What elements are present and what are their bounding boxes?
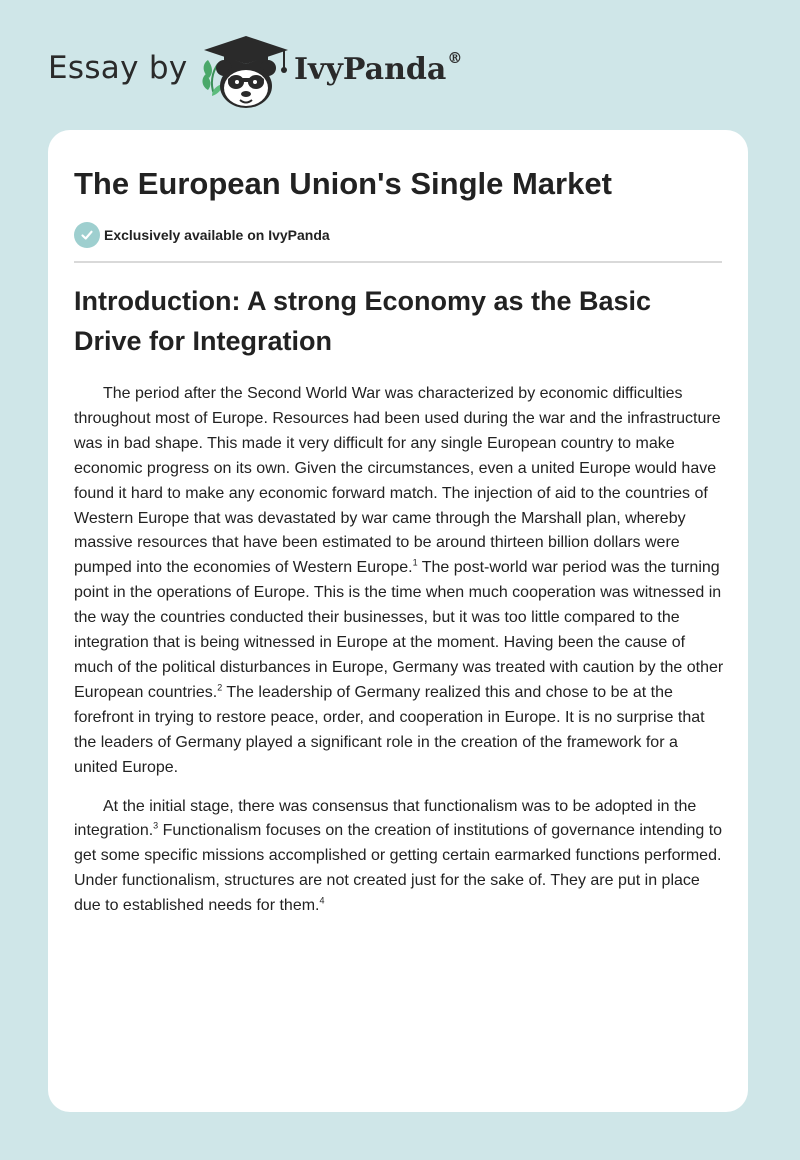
site-header bbox=[0, 0, 800, 130]
panda-logo-icon[interactable] bbox=[200, 34, 292, 110]
exclusive-badge-label: Exclusively available on IvyPanda bbox=[104, 227, 330, 243]
paragraph-text: At the initial stage, there was consensus that functionalism was to be adopted in the integration. bbox=[74, 797, 697, 840]
brand-name-text: IvyPanda bbox=[294, 52, 447, 87]
footnote-ref-2[interactable]: 2 bbox=[217, 682, 223, 693]
panda-face-icon bbox=[216, 60, 276, 108]
paragraph-text: The period after the Second World War was characterized by economic difficulties throughout most of Europe. Resources had been used during the war and the infrastructure was in bad shape. This made it very difficult for any single European country to make economic progress on its own. Given the circumstances, even a united Europe would have found it hard to make any economic forward match. The injection of aid to the countries of Western Europe that was devastated by war came through the Marshall plan, whereby massive resources that have been estimated to be around thirteen billion dollars were pumped into the economies of Western Europe. bbox=[74, 385, 721, 577]
check-circle-icon bbox=[74, 222, 100, 248]
essay-card bbox=[48, 130, 748, 1112]
paragraph-1 bbox=[74, 382, 724, 781]
page-title: The European Union's Single Market bbox=[74, 166, 612, 201]
section-heading: Introduction: A strong Economy as the Basic Drive for Integration bbox=[74, 286, 652, 356]
footnote-ref-3[interactable]: 3 bbox=[153, 821, 159, 832]
footnote-ref-4[interactable]: 4 bbox=[319, 895, 325, 906]
footnote-ref-1[interactable]: 1 bbox=[412, 558, 418, 569]
brand-prefix: Essay by bbox=[48, 50, 188, 86]
registered-mark: ® bbox=[447, 49, 463, 67]
paragraph-text: The leadership of Germany realized this and chose to be at the forefront in trying to restore peace, order, and cooperation in Europe. It is no surprise that the leaders of Germany played a significant role in the creation of the framework for a united Europe. bbox=[74, 683, 705, 776]
paragraph-text: The post-world war period was the turning point in the operations of Europe. This is the time when much cooperation was witnessed in the way the countries conducted their businesses, but it was too little compared to the integration that is being witnessed in Europe at the moment. Having been the cause of much of the political disturbances in Europe, Germany was treated with caution by the other European countries. bbox=[74, 559, 724, 701]
paragraph-text: Functionalism focuses on the creation of institutions of governance intending to get some specific missions accomplished or getting certain earmarked functions performed. Under functionalism, structures are not created just for the sake of. They are put in place due to established needs for them. bbox=[74, 822, 723, 915]
divider bbox=[74, 261, 722, 263]
exclusive-badge bbox=[74, 222, 330, 248]
brand-name[interactable] bbox=[294, 49, 463, 87]
essay-body bbox=[74, 382, 724, 933]
paragraph-2 bbox=[74, 795, 724, 920]
